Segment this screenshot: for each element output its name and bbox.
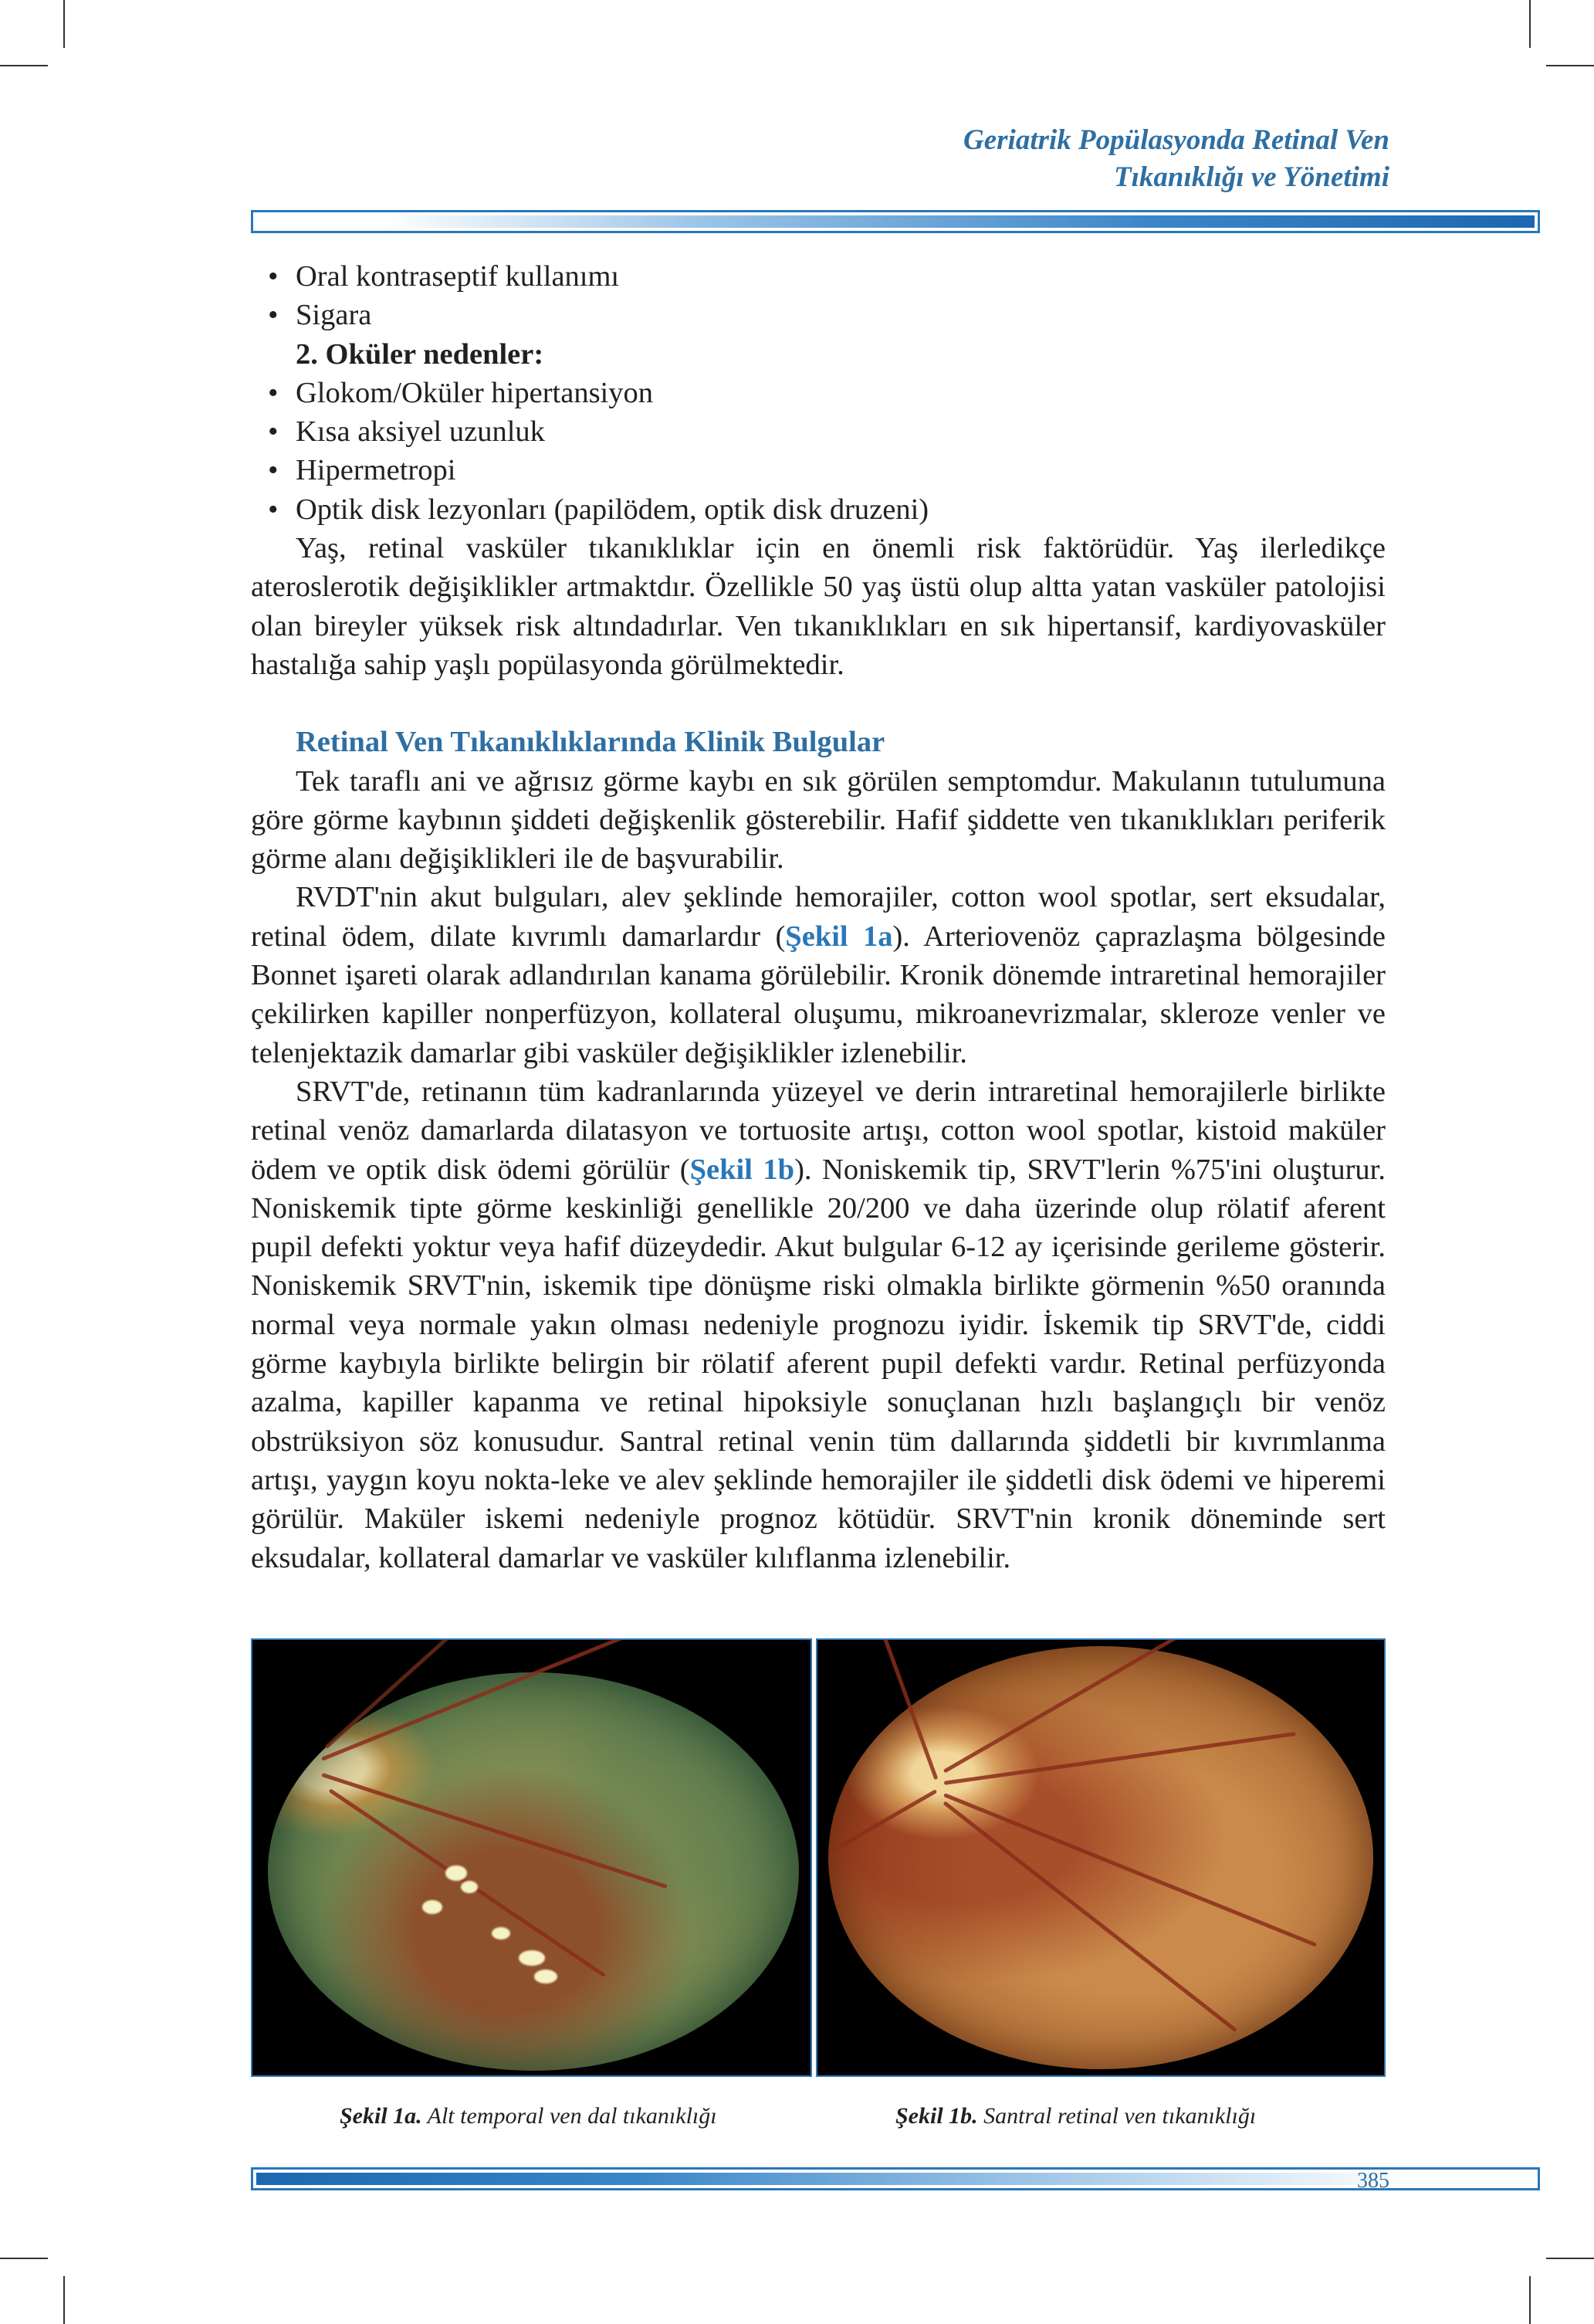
body-text [251,257,1386,1577]
list-item: • Glokom/Oküler hipertansiyon [268,376,653,409]
crop-mark [1546,65,1594,66]
fundus-photo-1a [268,1672,799,2071]
figure-1b-fundus-image [816,1638,1386,2077]
crop-mark [1529,0,1531,48]
paragraph-3: SRVT'de, retinanın tüm kadranlarında yüzeyel ve derin intraretinal hemorajilerle birlikte retinal venöz damarlarda dilatasyon ve tortuosite artışı, cotton wool spotlar, kistoid maküler ödem ve optik disk ödemi görülür (Şekil 1b). Noniskemik tip, SRVT'lerin %75'ini oluşturur. Noniskemik tipte görme keskinliği genellikle 20/200 ve daha üzerinde olup rölatif aferent pupil defekti yoktur veya hafif düzeydedir. Akut bulgular 6-12 ay içerisinde gerileme gösterir. Noniskemik SRVT'nin, iskemik tipe dönüşme riski olmakla birlikte görmenin %50 oranında normal veya normale yakın olması nedeniyle prognozu iyidir. İskemik tip SRVT'de, ciddi görme kaybıyla birlikte belirgin bir rölatif aferent pupil defekti vardır. Retinal perfüzyonda azalma, kapiller kapanma ve retinal hipoksiyle sonuçlanan hızlı başlangıçlı bir venöz obstrüksiyon söz konusudur. Santral retinal venin tüm dallarında şiddetli bir kıvrımlanma artışı, yaygın koyu nokta-leke ve alev şeklinde hemorajiler ile şiddetli disk ödemi ve hiperemi görülür. Maküler iskemi nedeniyle prognoz kötüdür. SRVT'nin kronik döneminde sert eksudalar, kollateral damarlar ve vasküler kılıflanma izlenebilir. [251,1075,1386,1574]
crop-mark [1546,2258,1594,2259]
list-item: • Hipermetropi [268,454,456,487]
paragraph-1: Tek taraflı ani ve ağrısız görme kaybı en sık görülen semptomdur. Makulanın tutulumuna göre görme kaybının şiddeti değişkenlik gösterebilir. Hafif şiddette ven tıkanıklıkları periferik görme alanı değişiklikleri ile de başvurabilir. [251,764,1386,876]
ocular-causes-heading: 2. Oküler nedenler: [296,337,544,371]
crop-mark [0,65,48,66]
crop-mark [63,2276,65,2324]
list-item: • Oral kontraseptif kullanımı [268,260,620,293]
list-item: • Kısa aksiyel uzunluk [268,415,545,449]
running-header-line1: Geriatrik Popülasyonda Retinal Ven [963,124,1389,156]
figure-1a-caption: Şekil 1a. Alt temporal ven dal tıkanıklığı [340,2103,717,2129]
fundus-photo-1b [828,1646,1373,2069]
figure-ref-1a[interactable]: Şekil 1a [785,920,893,953]
figure-ref-1b[interactable]: Şekil 1b [689,1153,795,1186]
page-number: 385 [1357,2169,1389,2193]
running-header-line2: Tıkanıklığı ve Yönetimi [1114,161,1389,193]
header-rule [251,210,1540,233]
list-item: • Optik disk lezyonları (papilödem, optik disk druzeni) [268,493,929,526]
paragraph-2: RVDT'nin akut bulguları, alev şeklinde hemorajiler, cotton wool spotlar, sert eksudalar, retinal ödem, dilate kıvrımlı damarlardır (Şekil 1a). Arteriovenöz çaprazlaşma bölgesinde Bonnet işareti olarak adlandırılan kanama görülebilir. Kronik dönemde intraretinal hemorajiler çekilirken kapiller nonperfüzyon, kollateral oluşumu, mikroanevrizmalar, skleroze venler ve telenjektazik damarlar gibi vasküler değişiklikler izlenebilir. [251,881,1386,1069]
paragraph-risk: Yaş, retinal vasküler tıkanıklıklar için en önemli risk faktörüdür. Yaş ilerledikçe ateroslerotik değişiklikler artmaktdır. Özellikle 50 yaş üstü olup altta yatan vasküler patolojisi olan bireyler yüksek risk altındadırlar. Ven tıkanıklıkları en sık hipertansif, kardiyovasküler hastalığa sahip yaşlı popülasyonda görülmektedir. [251,532,1386,681]
figure-1b-caption: Şekil 1b. Santral retinal ven tıkanıklığı [895,2103,1257,2129]
figure-1a-fundus-image [251,1638,812,2077]
crop-mark [63,0,65,48]
footer-rule [251,2167,1540,2190]
crop-mark [1529,2276,1531,2324]
list-item: • Sigara [268,299,372,332]
crop-mark [0,2258,48,2259]
section-title: Retinal Ven Tıkanıklıklarında Klinik Bulgular [296,726,885,759]
running-header [963,122,1389,196]
